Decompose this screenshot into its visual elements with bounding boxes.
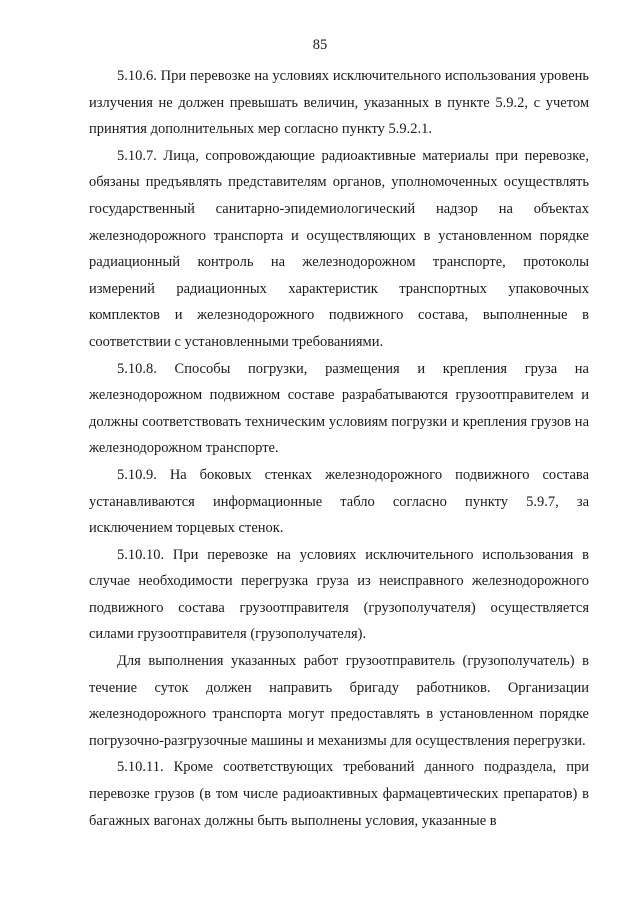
paragraph-5-10-7: 5.10.7. Лица, сопровождающие радиоактивные материалы при перевозке, обязаны предъявлять представителям органов, уполномоченных осуществлять государственный санитарно-эпидемиологический надзор на объектах железнодорожного транспорта и осуществляющих в установленном порядке радиационный контроль на железнодорожном транспорте, протоколы измерений радиационных характеристик транспортных упаковочных комплектов и железнодорожного подвижного состава, выполненные в соответствии с установленными требованиями. <box>89 147 589 350</box>
page-number: 85 <box>312 37 328 53</box>
paragraph-5-10-11: 5.10.11. Кроме соответствующих требований данного подраздела, при перевозке грузов (в том числе радиоактивных фармацевтических препаратов) в багажных вагонах должны быть выполнены условия, указанные в <box>89 759 589 829</box>
paragraph-5-10-9: 5.10.9. На боковых стенках железнодорожного подвижного состава устанавливаются информационные табло согласно пункту 5.9.7, за исключением торцевых стенок. <box>89 466 589 537</box>
document-body <box>89 63 589 834</box>
paragraph-reloading-crew: Для выполнения указанных работ грузоотправитель (грузополучатель) в течение суток должен направить бригаду работников. Организации железнодорожного транспорта могут предоставлять в установленном порядке погрузочно-разгрузочные машины и механизмы для осуществления перегрузки. <box>89 653 589 749</box>
paragraph-5-10-8: 5.10.8. Способы погрузки, размещения и крепления груза на железнодорожном подвижном составе разрабатываются грузоотправителем и должны соответствовать техническим условиям погрузки и крепления грузов на железнодорожном транспорте. <box>89 360 589 457</box>
paragraph-5-10-10: 5.10.10. При перевозке на условиях исключительного использования в случае необходимости перегрузка груза из неисправного железнодорожного подвижного состава грузоотправителя (грузополучателя) осуществляется силами грузоотправителя (грузополучателя). <box>89 546 589 643</box>
paragraph-5-10-6: 5.10.6. При перевозке на условиях исключительного использования уровень излучения не должен превышать величин, указанных в пункте 5.9.2, с учетом принятия дополнительных мер согласно пункту 5.9.2.1. <box>89 68 589 138</box>
